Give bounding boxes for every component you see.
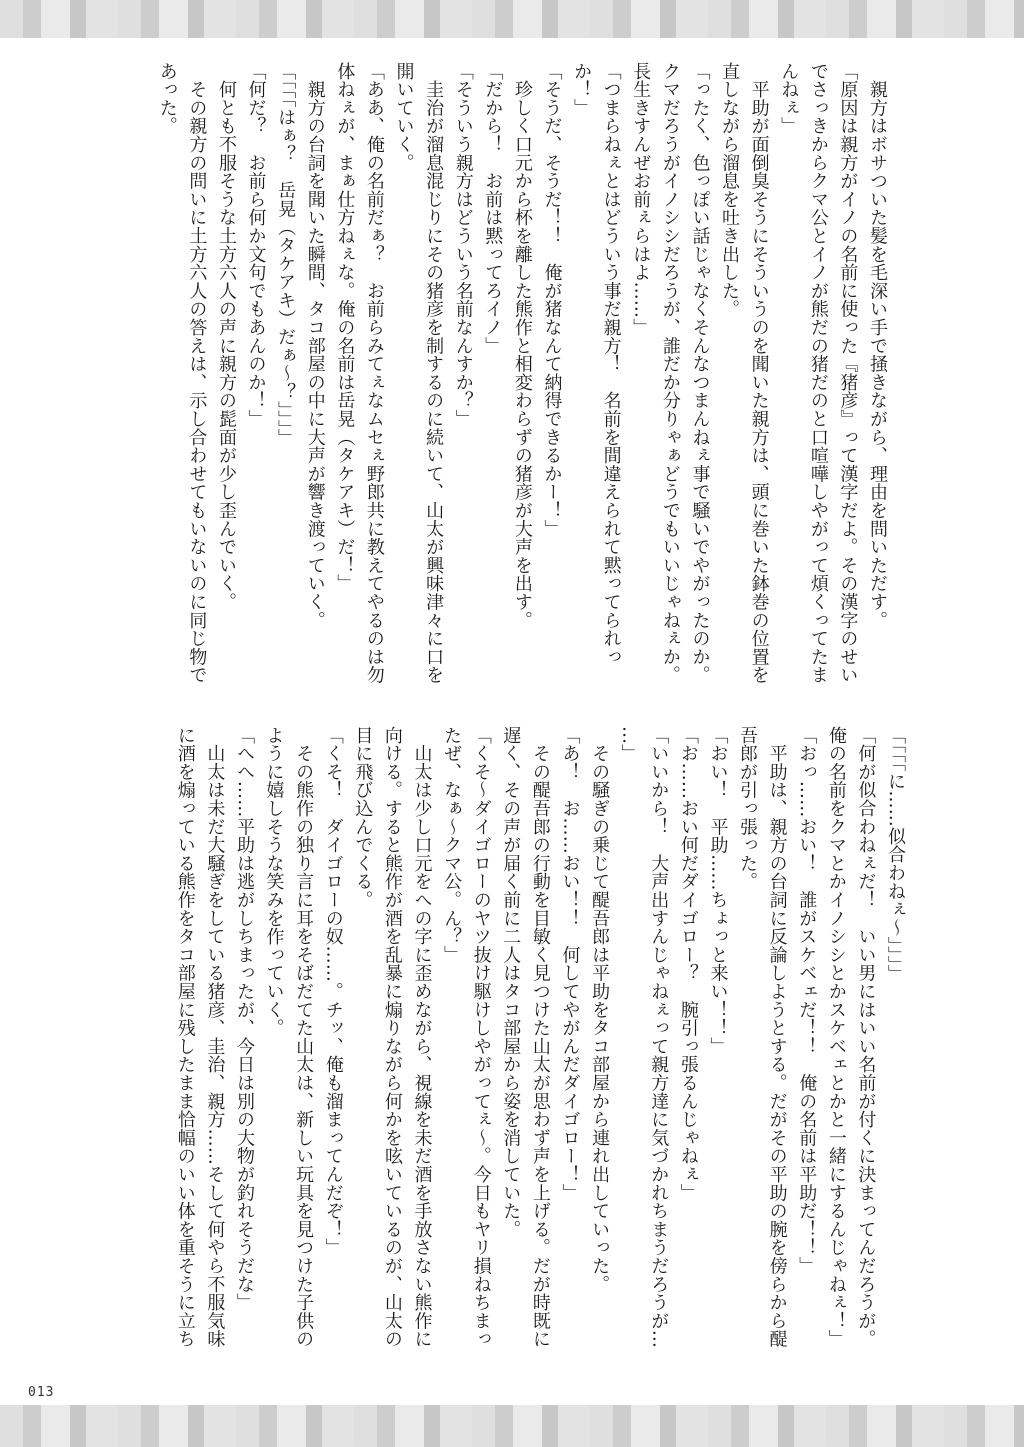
text-line: 何とも不服そうな土方六人の声に親方の髭面が少し歪んでいく。 — [215, 62, 237, 611]
decorative-header-band — [0, 0, 1024, 38]
text-line: 「くそ〜ダイゴローのヤツ抜け駆けしやがってぇ〜。今日もヤリ損ねちまっ — [470, 726, 492, 1349]
text-line: 直しながら溜息を吐き出した。 — [719, 62, 741, 319]
text-line: 平助は、親方の台詞に反論しようとする。だがその平助の腕を傍らから醍 — [766, 726, 788, 1349]
text-line: 親方はボサついた髪を毛深い手で掻きながら、理由を問いただす。 — [867, 62, 888, 630]
text-line: に酒を煽っている熊作をタコ部屋に残したまま恰幅のいい体を重そうに立ち — [174, 726, 196, 1349]
text-line: 「くそ！ ダイゴローの奴……。チッ、俺も溜まってんだぞ！」 — [322, 726, 344, 1257]
page-number: 013 — [28, 1385, 55, 1400]
text-line: あった。 — [156, 62, 178, 136]
text-line: 「おい！ 平助……ちょっと来い！！」 — [707, 726, 729, 1056]
text-line: その醍吾郎の行動を目敏く見つけた山太が思わず声を上げる。だが時既に — [529, 726, 551, 1349]
text-line: 開いていく。 — [393, 62, 415, 172]
text-line: クマだろうがイノシシだろうが、誰だか分りゃぁどうでもいいじゃねぇか。 — [659, 62, 681, 685]
text-line: 「「「「に……似合わねぇ〜」」」」 — [885, 726, 906, 984]
text-line: 「お……おい何だダイゴロー？ 腕引っ張るんじゃねぇ」 — [677, 726, 699, 1202]
text-line: 珍しく口元から杯を離した熊作と相変わらずの猪彦が大声を出す。 — [511, 62, 533, 630]
text-line: 平助が面倒臭そうにそういうのを聞いた親方は、頭に巻いた鉢巻の位置を — [748, 62, 770, 685]
text-line: 親方の台詞を聞いた瞬間、タコ部屋の中に大声が響き渡っていく。 — [304, 62, 326, 630]
text-line: 向ける。すると熊作が酒を乱暴に煽りながら何かを呟いているのが、山太の — [381, 726, 403, 1349]
text-line: 長生きすんぜお前ぇらはよ……」 — [630, 62, 652, 337]
text-line: 「あ！ お……おい！！ 何してやがんだダイゴロー！」 — [559, 726, 581, 1202]
text-line: 「つまらねぇとはどういう事だ親方！ 名前を間違えられて黙ってられっ — [600, 62, 622, 666]
text-line: 山太は未だ大騒ぎをしている猪彦、圭治、親方……そして何やら不服気味 — [204, 726, 226, 1349]
text-line: …」 — [618, 726, 640, 763]
text-line: 「へへ……平助は逃がしちまったが、今日は別の大物が釣れそうだな」 — [233, 726, 255, 1312]
text-line: 山太は少し口元をへの字に歪めながら、視線を未だ酒を手放さない熊作に — [411, 726, 433, 1349]
text-line: でさっきからクマ公とイノが熊だの猪だのと口喧嘩しやがって煩くってたま — [807, 62, 829, 685]
text-line: んねぇ」 — [778, 62, 800, 136]
text-line: 俺の名前をクマとかイノシシとかスケベェとかと一緒にするんじゃねぇ！」 — [825, 726, 847, 1349]
text-line: 「そういう親方はどういう名前なんすか？」 — [452, 62, 474, 428]
decorative-footer-band — [0, 1405, 1024, 1447]
text-line: 圭治が溜息混じりにその猪彦を制するのに続いて、山太が興味津々に口を — [423, 62, 445, 685]
text-line: 「「「「はぁ？ 岳晃（タケアキ）だぁ〜？」」」」 — [275, 62, 297, 448]
text-line: 吾郎が引っ張った。 — [737, 726, 759, 891]
text-line: 「ったく、色っぽい話じゃなくそんなつまんねぇ事で騒いでやがったのか。 — [689, 62, 711, 685]
text-line: 「何だ？ お前ら何か文句でもあんのか！」 — [245, 62, 267, 428]
text-block-upper — [152, 62, 892, 722]
text-line: 「おっ……おい！ 誰がスケベェだ！！ 俺の名前は平助だ！！」 — [796, 726, 818, 1275]
text-line: その熊作の独り言に耳をそばだてた山太は、新しい玩具を見つけた子供の — [293, 726, 315, 1349]
text-line: 「いいから！ 大声出すんじゃねぇって親方達に気づかれちまうだろうが… — [648, 726, 670, 1349]
text-line: 目に飛び込んでくる。 — [352, 726, 374, 909]
text-line: 「だから！ お前は黙ってろイノ」 — [482, 62, 504, 355]
text-line: 「原因は親方がイノの名前に使った『猪彦』って漢字だよ。その漢字のせい — [837, 62, 859, 685]
text-block-lower — [170, 726, 910, 1386]
text-line: 「ああ、俺の名前だぁ？ お前らみてぇなムセぇ野郎共に教えてやるのは勿 — [363, 62, 385, 685]
text-line: その騒ぎの乗じて醍吾郎は平助をタコ部屋から連れ出していった。 — [589, 726, 611, 1294]
text-line: その親方の問いに土方六人の答えは、示し合わせてもいないのに同じ物で — [186, 62, 208, 685]
text-line: 遅く、その声が届く前に二人はタコ部屋から姿を消していた。 — [500, 726, 522, 1239]
text-line: 「そうだ、そうだ！！ 俺が猪なんて納得できるかー！」 — [541, 62, 563, 538]
text-line: 「何が似合わねぇだ！ いい男にはいい名前が付くに決まってんだろうが。 — [855, 726, 877, 1349]
text-line: ように嬉しそうな笑みを作っていく。 — [263, 726, 285, 1038]
text-line: たぜ、なぁ〜クマ公。ん？」 — [441, 726, 463, 964]
text-line: 体ねぇが、まぁ仕方ねぇな。俺の名前は岳晃（タケアキ）だ！」 — [334, 62, 356, 593]
text-line: か！」 — [571, 62, 593, 117]
